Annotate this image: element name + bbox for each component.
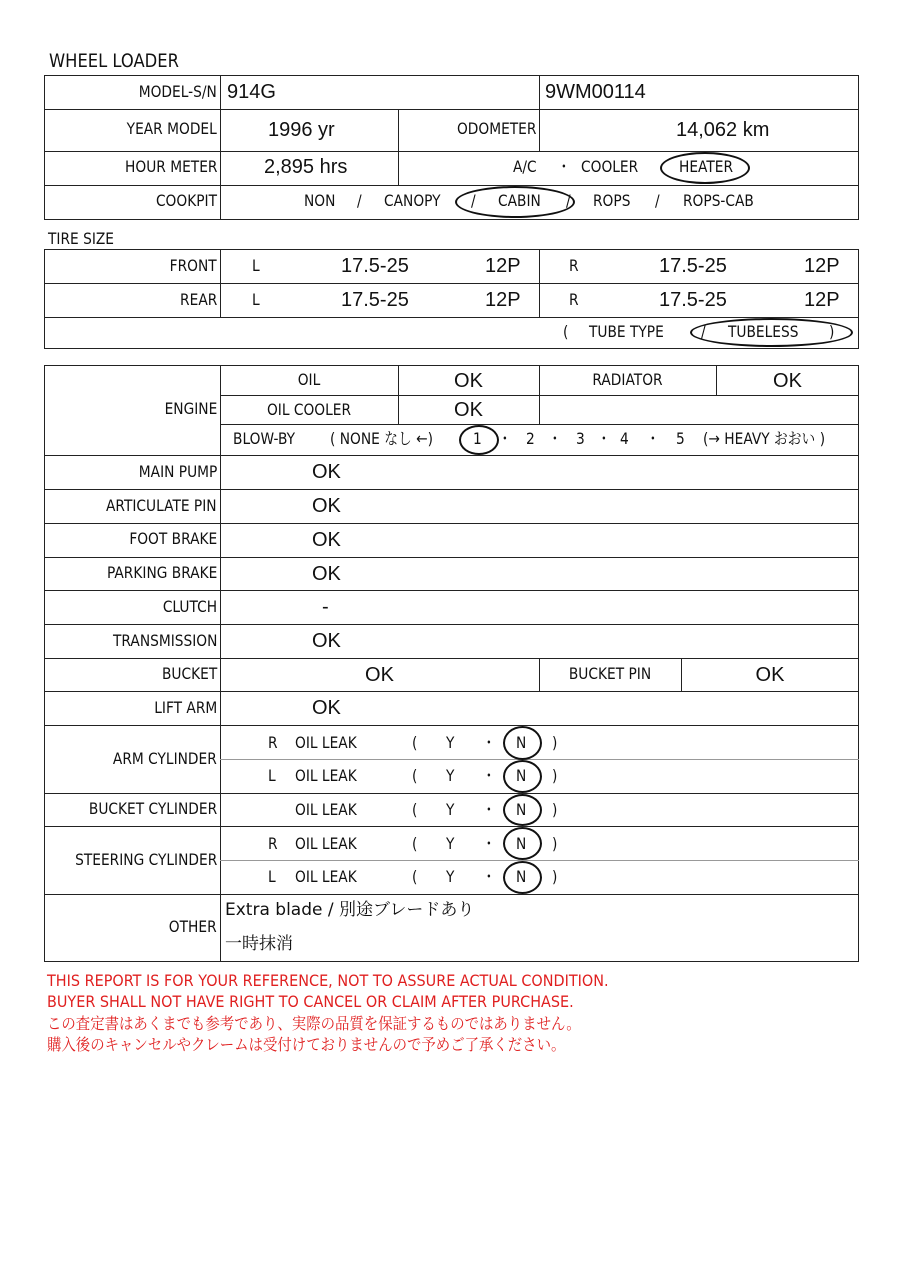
blowby-selected-mark	[459, 425, 499, 455]
blowby-dot: ・	[646, 429, 660, 448]
odometer-label: ODOMETER	[456, 119, 536, 138]
transmission-label: TRANSMISSION	[112, 631, 217, 650]
arm-cylinder-label: ARM CYLINDER	[113, 749, 217, 768]
tire-type-tubeless: TUBELESS	[728, 322, 799, 341]
arm-r-no-selected-mark	[503, 726, 542, 760]
steering-r-oil-leak: OIL LEAK	[295, 834, 357, 853]
foot-brake-value: OK	[312, 529, 341, 551]
steering-r-yes: Y	[446, 834, 455, 853]
arm-r-oil-leak: OIL LEAK	[295, 733, 357, 752]
cockpit-option-cabin: CABIN	[498, 191, 541, 210]
bucket-pin-label: BUCKET PIN	[568, 664, 652, 683]
arm-l-side: L	[268, 766, 276, 785]
tire-front-left-size: 17.5-25	[341, 255, 409, 277]
tire-rear-left-side: L	[252, 290, 260, 309]
tire-size-heading: TIRE SIZE	[48, 229, 115, 248]
arm-r-open: (	[412, 733, 418, 752]
blowby-heavy: (→ HEAVY おおい )	[703, 429, 826, 448]
transmission-value: OK	[312, 630, 341, 652]
blowby-label: BLOW-BY	[233, 429, 296, 448]
tire-rear-right-ply: 12P	[804, 289, 840, 311]
blowby-level-5: 5	[676, 429, 685, 448]
parking-brake-value: OK	[312, 563, 341, 585]
bucket-cylinder-label: BUCKET CYLINDER	[88, 799, 217, 818]
arm-l-close: )	[552, 766, 558, 785]
arm-r-yes: Y	[446, 733, 455, 752]
steering-l-side: L	[268, 867, 276, 886]
tire-front-left-ply: 12P	[485, 255, 521, 277]
disclaimer-line-3: この査定書はあくまでも参考であり、実際の品質を保証するものではありません。	[47, 1014, 581, 1033]
arm-r-dot: ・	[482, 733, 496, 752]
tire-front-right-ply: 12P	[804, 255, 840, 277]
arm-r-side: R	[268, 733, 278, 752]
arm-l-no: N	[516, 766, 527, 785]
lift-arm-value: OK	[312, 697, 341, 719]
steering-r-open: (	[412, 834, 418, 853]
blowby-dot: ・	[548, 429, 562, 448]
cockpit-option-canopy: CANOPY	[384, 191, 441, 210]
model-value: 914G	[227, 81, 276, 103]
bucket-cyl-oil-leak: OIL LEAK	[295, 800, 357, 819]
arm-r-close: )	[552, 733, 558, 752]
other-note-line2: 一時抹消	[225, 934, 293, 954]
clutch-value: -	[322, 596, 329, 618]
blowby-dot: ・	[597, 429, 611, 448]
bucket-label: BUCKET	[161, 664, 217, 683]
radiator-value: OK	[773, 370, 802, 392]
steering-l-close: )	[552, 867, 558, 886]
lift-arm-label: LIFT ARM	[153, 698, 217, 717]
ac-option: A/C	[513, 157, 537, 176]
blowby-level-1: 1	[473, 429, 482, 448]
tire-front-right-size: 17.5-25	[659, 255, 727, 277]
tire-rear-label: REAR	[179, 290, 217, 309]
arm-r-no: N	[516, 733, 527, 752]
oil-value: OK	[454, 370, 483, 392]
foot-brake-label: FOOT BRAKE	[129, 529, 217, 548]
cockpit-separator: /	[357, 191, 362, 210]
steering-l-oil-leak: OIL LEAK	[295, 867, 357, 886]
blowby-level-4: 4	[620, 429, 629, 448]
tire-rear-left-size: 17.5-25	[341, 289, 409, 311]
articulate-pin-value: OK	[312, 495, 341, 517]
bucket-cyl-no: N	[516, 800, 527, 819]
steering-l-no-selected-mark	[503, 861, 542, 894]
blowby-none: ( NONE なし ←)	[330, 429, 434, 448]
cooler-option: COOLER	[581, 157, 639, 176]
articulate-pin-label: ARTICULATE PIN	[106, 496, 217, 515]
steering-l-yes: Y	[446, 867, 455, 886]
blowby-dot: ・	[498, 429, 512, 448]
arm-l-dot: ・	[482, 766, 496, 785]
model-sn-label: MODEL-S/N	[138, 82, 217, 101]
engine-label: ENGINE	[164, 399, 217, 418]
arm-l-open: (	[412, 766, 418, 785]
sheet-title: WHEEL LOADER	[49, 50, 179, 72]
other-label: OTHER	[169, 917, 217, 936]
tire-rear-right-size: 17.5-25	[659, 289, 727, 311]
cockpit-label: COOKPIT	[155, 191, 217, 210]
bucket-pin-value: OK	[755, 664, 785, 686]
steering-r-no: N	[516, 834, 527, 853]
steering-l-no: N	[516, 867, 527, 886]
tire-type-close: )	[829, 322, 835, 341]
serial-value: 9WM00114	[545, 81, 646, 103]
bucket-cyl-yes: Y	[446, 800, 455, 819]
tire-type-open: (	[563, 322, 569, 341]
bucket-value: OK	[365, 664, 394, 686]
oil-label: OIL	[297, 370, 321, 389]
radiator-label: RADIATOR	[592, 370, 663, 389]
other-note-line1: Extra blade / 別途ブレードあり	[225, 900, 475, 920]
disclaimer-line-2: BUYER SHALL NOT HAVE RIGHT TO CANCEL OR CLAIM AFTER PURCHASE.	[47, 992, 574, 1011]
heater-option: HEATER	[679, 157, 734, 176]
tire-front-right-side: R	[569, 256, 579, 275]
tire-front-label: FRONT	[169, 256, 217, 275]
tire-type-slash: /	[701, 322, 706, 341]
cockpit-option-rops-cab: ROPS-CAB	[683, 191, 754, 210]
clutch-label: CLUTCH	[162, 597, 217, 616]
steering-l-open: (	[412, 867, 418, 886]
arm-l-oil-leak: OIL LEAK	[295, 766, 357, 785]
main-pump-value: OK	[312, 461, 341, 483]
bucket-cyl-close: )	[552, 800, 558, 819]
steering-l-dot: ・	[482, 867, 496, 886]
tire-type-tube: TUBE TYPE	[589, 322, 664, 341]
steering-cylinder-label: STEERING CYLINDER	[74, 850, 217, 869]
tire-rear-left-ply: 12P	[485, 289, 521, 311]
year-model-label: YEAR MODEL	[126, 119, 217, 138]
bucket-cyl-open: (	[412, 800, 418, 819]
steering-r-side: R	[268, 834, 278, 853]
cabin-selected-mark	[455, 186, 575, 218]
ac-dot: ・	[557, 157, 571, 176]
arm-l-no-selected-mark	[503, 760, 542, 793]
cockpit-option-rops: ROPS	[593, 191, 631, 210]
hour-meter-label: HOUR METER	[124, 157, 217, 176]
bucket-cyl-dot: ・	[482, 800, 496, 819]
steering-r-no-selected-mark	[503, 827, 542, 860]
blowby-level-2: 2	[526, 429, 535, 448]
cockpit-option-non: NON	[304, 191, 336, 210]
disclaimer-line-4: 購入後のキャンセルやクレームは受付けておりませんので予めご了承ください。	[47, 1035, 566, 1054]
year-value: 1996 yr	[268, 119, 335, 141]
cockpit-separator: /	[655, 191, 660, 210]
odometer-value: 14,062 km	[676, 119, 770, 141]
cockpit-separator: /	[471, 191, 476, 210]
arm-l-yes: Y	[446, 766, 455, 785]
hours-value: 2,895 hrs	[264, 156, 348, 178]
cockpit-separator: /	[566, 191, 571, 210]
bucket-cyl-no-selected-mark	[503, 794, 542, 826]
parking-brake-label: PARKING BRAKE	[106, 563, 217, 582]
tire-front-left-side: L	[252, 256, 260, 275]
steering-r-dot: ・	[482, 834, 496, 853]
oil-cooler-label: OIL COOLER	[266, 400, 352, 419]
oil-cooler-value: OK	[454, 399, 483, 421]
steering-r-close: )	[552, 834, 558, 853]
main-pump-label: MAIN PUMP	[138, 462, 217, 481]
heater-selected-mark	[660, 152, 750, 184]
blowby-level-3: 3	[576, 429, 585, 448]
tubeless-selected-mark	[690, 318, 853, 347]
disclaimer-line-1: THIS REPORT IS FOR YOUR REFERENCE, NOT TO ASSURE ACTUAL CONDITION.	[47, 971, 609, 990]
tire-rear-right-side: R	[569, 290, 579, 309]
